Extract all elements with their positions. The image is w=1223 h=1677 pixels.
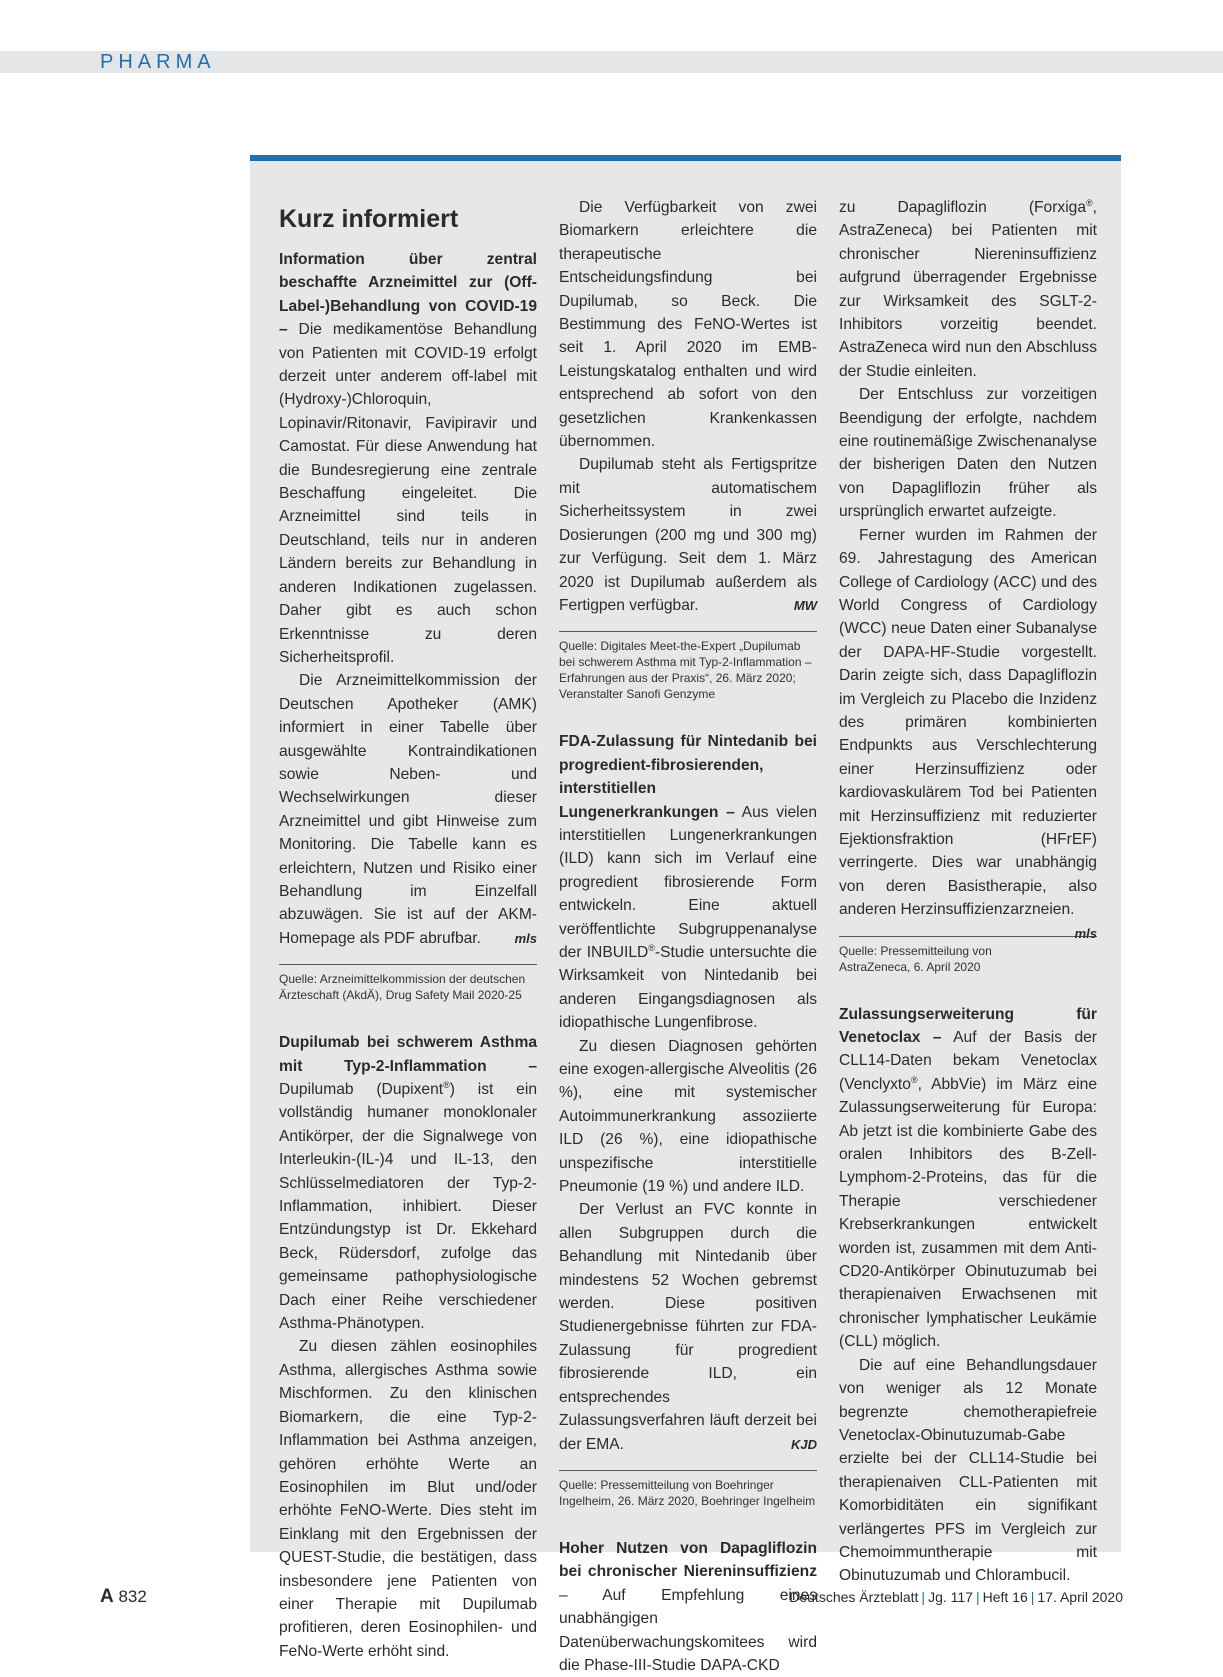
article-nintedanib-para-3 [559,1198,817,1455]
article-nintedanib-para-1 [559,730,817,1034]
article-covid-para-2 [279,669,537,950]
article-dupilumab-para-1 [279,1031,537,1335]
registered-mark: ® [1086,197,1093,208]
journal-volume: Jg. 117 [928,1589,973,1605]
article-dupilumab-para-3: Die Verfügbarkeit von zwei Biomarkern erleichtere die therapeutische Entscheidungsfindung bei Dupilumab, so Beck. Die Bestimmung des FeNO-Wertes ist seit 1. April 2020 im EMB-Leistungskatalog enthalten und wird entsprechend ab sofort von den gesetzlichen Krankenkassen übernommen. [559,199,817,451]
article-dapagliflozin-para-1-cont [839,196,1097,383]
article-dapagliflozin-text-1b: , AstraZeneca) bei Patienten mit chronischer Niereninsuffizienz aufgrund überragender Ergebnisse zur Wirksamkeit des SGLT-2-Inhibitors vorzeitig beendet. AstraZeneca wird nun den Abschluss der Studie einleiten. [839,199,1097,380]
journal-date: 17. April 2020 [1037,1589,1123,1605]
article-nintedanib-text-1b: -Studie untersuchte die Wirksamkeit von Nintedanib bei anderen Eingangsdiagnosen als idiopathische Lungenfibrose. [559,943,817,1032]
article-nintedanib-heading: FDA-Zulassung für Nintedanib bei progredient-fibrosierenden, interstitiellen Lungenerkrankungen – [559,733,817,821]
article-nintedanib-text-1a: Aus vielen interstitiellen Lungenerkrankungen (ILD) kann sich im Verlauf eine progredient fibrosierende Form entwickeln. Eine aktuell veröffentlichte Subgruppenanalyse der INBUILD [559,803,817,961]
registered-mark: ® [443,1079,450,1090]
article-dapagliflozin-text-1: – Auf Empfehlung eines unabhängigen Datenüberwachungskomitees wird die Phase-III-Studie DAPA-CKD [559,1586,817,1674]
article-venetoclax-para-1 [839,1003,1097,1354]
journal-name: Deutsches Ärzteblatt [789,1589,919,1605]
journal-info: Deutsches Ärzteblatt | Jg. 117 | Heft 16 | 17. April 2020 [789,1589,1123,1605]
article-dupilumab-para-4 [559,453,817,617]
article-dupilumab-text-1a: Dupilumab (Dupixent [279,1081,444,1098]
article-dapagliflozin-heading: Hoher Nutzen von Dapagliflozin bei chronischer Niereninsuffizienz [559,1539,817,1581]
author-signature: KJD [790,1436,817,1452]
article-covid-text-1: Die medikamentöse Behandlung von Patienten mit COVID-19 erfolgt derzeit unter anderem off-label mit (Hydroxy-)Chloroquin, Lopinavir/Ritonavir, Favipiravir und Camostat. Für diese Anwendung hat die Bundesregierung eine zentrale Beschaffung eingeleitet. Die Arzneimittel sind teils in Deutschland, teils nur in anderen Ländern bereits zur Behandlung in anderen Indikationen zugelassen. Daher gibt es auch schon Erkenntnisse zu deren Sicherheitsprofil. [279,321,537,666]
page-prefix: A [100,1586,114,1607]
column-1 [279,196,537,1663]
registered-mark: ® [910,1074,918,1085]
article-dupilumab-text-1b: ) ist ein vollständig humaner monoklonaler Antikörper, der die Signalwege von Interleukin-(IL-)4 und IL-13, den Schlüsselmediatoren der Typ-2-Inflammation, inhibiert. Dieser Entzündungstyp ist Dr. Ekkehard Beck, Rüdersdorf, zufolge das gemeinsame pathophysiologische Dach einer Reihe verschiedener Asthma-Phänotypen. [279,1081,537,1333]
author-signature: MW [793,597,817,613]
article-nintedanib-text-3: Der Verlust an FVC konnte in allen Subgruppen durch die Behandlung mit Nintedanib über mindestens 52 Wochen gebremst werden. Diese positiven Studienergebnisse führten zur FDA-Zulassung für progredient fibrosierende ILD, ein entsprechendes Zulassungsverfahren läuft derzeit bei der EMA. [559,1201,817,1453]
source-note: Quelle: Pressemitteilung von AstraZeneca, 6. April 2020 [839,936,1097,975]
registered-mark: ® [648,942,655,953]
column-3 [839,196,1097,1588]
article-dupilumab-para-2: Zu diesen zählen eosinophiles Asthma, allergisches Asthma sowie Mischformen. Zu den klinischen Biomarkern, die eine Typ-2-Inflammation bei Asthma anzeigen, gehören erhöhte Werte an Eosinophilen im Blut und/oder erhöhte FeNO-Werte. Dies steht im Einklang mit den Ergebnissen der QUEST-Studie, die bestätigen, dass insbesondere jene Patienten von einer Therapie mit Dupilumab profitieren, deren Eosinophilen- und FeNo-Werte erhöht sind. [279,1338,537,1660]
section-label: PHARMA [100,51,216,73]
article-venetoclax-text-1b: , AbbVie) im März eine Zulassungserweiterung für Europa: Ab jetzt ist die kombinierte Gabe des oralen Inhibitors des B-Zell-Lymphom-2-Proteins, das für die Therapie verschiedener Krebserkrankungen entwickelt worden ist, zusammen mit dem Anti-CD20-Antikörper Obinutuzumab bei therapienaiven Erwachsenen mit chronischer lymphatischer Leukämie (CLL) möglich. [839,1075,1097,1351]
source-note: Quelle: Arzneimittelkommission der deutschen Ärzteschaft (AkdÄ), Drug Safety Mail 2020-25 [279,964,537,1003]
box-title: Kurz informiert [279,205,459,233]
source-note: Quelle: Pressemitteilung von Boehringer Ingelheim, 26. März 2020, Boehringer Ingelheim [559,1470,817,1509]
author-signature: mls [514,930,537,946]
article-venetoclax-para-2: Die auf eine Behandlungsdauer von weniger als 12 Monate begrenzte chemotherapiefreie Venetoclax-Obinutuzumab-Gabe erzielte bei der CLL14-Studie bei therapienaiven CLL-Patienten mit Komorbiditäten ein signifikant verlängertes PFS im Vergleich zur Chemoimmuntherapie mit Obinutuzumab und Chlorambucil. [839,1356,1097,1585]
article-nintedanib-para-2: Zu diesen Diagnosen gehörten eine exogen-allergische Alveolitis (26 %), eine mit systemischer Autoimmunerkrankung assoziierte ILD (26 %), eine idiopathische unspezifische interstitielle Pneumonie (19 %) und andere ILD. [559,1037,817,1196]
source-note: Quelle: Digitales Meet-the-Expert „Dupilumab bei schwerem Asthma mit Typ-2-Inflammation – Erfahrungen aus der Praxis“, 26. März 2020; Veranstalter Sanofi Genzyme [559,631,817,702]
article-dupilumab-text-4: Dupilumab steht als Fertigspritze mit automatischem Sicherheitssystem in zwei Dosierungen (200 mg und 300 mg) zur Verfügung. Seit dem 1. März 2020 ist Dupilumab außerdem als Fertigpen verfügbar. [559,456,817,614]
article-dupilumab-heading: Dupilumab bei schwerem Asthma mit Typ-2-Inflammation – [279,1034,537,1075]
column-2 [559,196,817,1677]
article-venetoclax-text-1a: Auf der Basis der CLL14-Daten bekam Venetoclax (Venclyxto [839,1029,1097,1093]
page-number-value: 832 [118,1587,147,1606]
article-covid-text-2: Die Arzneimittelkommission der Deutschen Apotheker (AMK) informiert in einer Tabelle über ausgewählte Kontraindikationen sowie Neben- und Wechselwirkungen dieser Arzneimittel und gibt Hinweise zum Monitoring. Die Tabelle kann es erleichtern, Nutzen und Risiko einer Behandlung im Einzelfall abzuwägen. Sie ist auf der AKM-Homepage als PDF abrufbar. [279,672,537,947]
author-signature: mls [1074,925,1097,941]
article-venetoclax-heading: Zulassungserweiterung für Venetoclax – [839,1005,1097,1046]
article-covid-heading: Information über zentral beschaffte Arzneimittel zur (Off-Label-)Behandlung von COVID-19 – [279,251,537,339]
article-dapagliflozin-para-3 [839,524,1097,941]
journal-issue: Heft 16 [982,1589,1028,1605]
article-dapagliflozin-text-3: Ferner wurden im Rahmen der 69. Jahrestagung des American College of Cardiology (ACC) und des World Congress of Cardiology (WCC) neue Daten einer Subanalyse der DAPA-HF-Studie vorgestellt. Darin zeigte sich, dass Dapagliflozin im Vergleich zu Placebo die Inzidenz des primären kombinierten Endpunkts aus Verschlechterung einer Herzinsuffizienz oder kardiovaskulärem Tod bei Patienten mit Herzinsuffizienz mit reduzierter Ejektionsfraktion (HFrEF) verringerte. Dies war unabhängig von deren Basistherapie, also anderen Herzinsuffizienzarzneien. [839,526,1097,919]
article-dapagliflozin-text-1a: zu Dapagliflozin (Forxiga [839,199,1087,216]
article-dapagliflozin-para-2: Der Entschluss zur vorzeitigen Beendigung der erfolgte, nachdem eine routinemäßige Zwischenanalyse der bisherigen Daten den Nutzen von Dapagliflozin früher als ursprünglich erwartet aufzeigte. [839,386,1097,521]
page-number [100,1587,147,1607]
article-covid-para-1 [279,248,537,669]
article-dapagliflozin-para-1 [559,1537,817,1677]
